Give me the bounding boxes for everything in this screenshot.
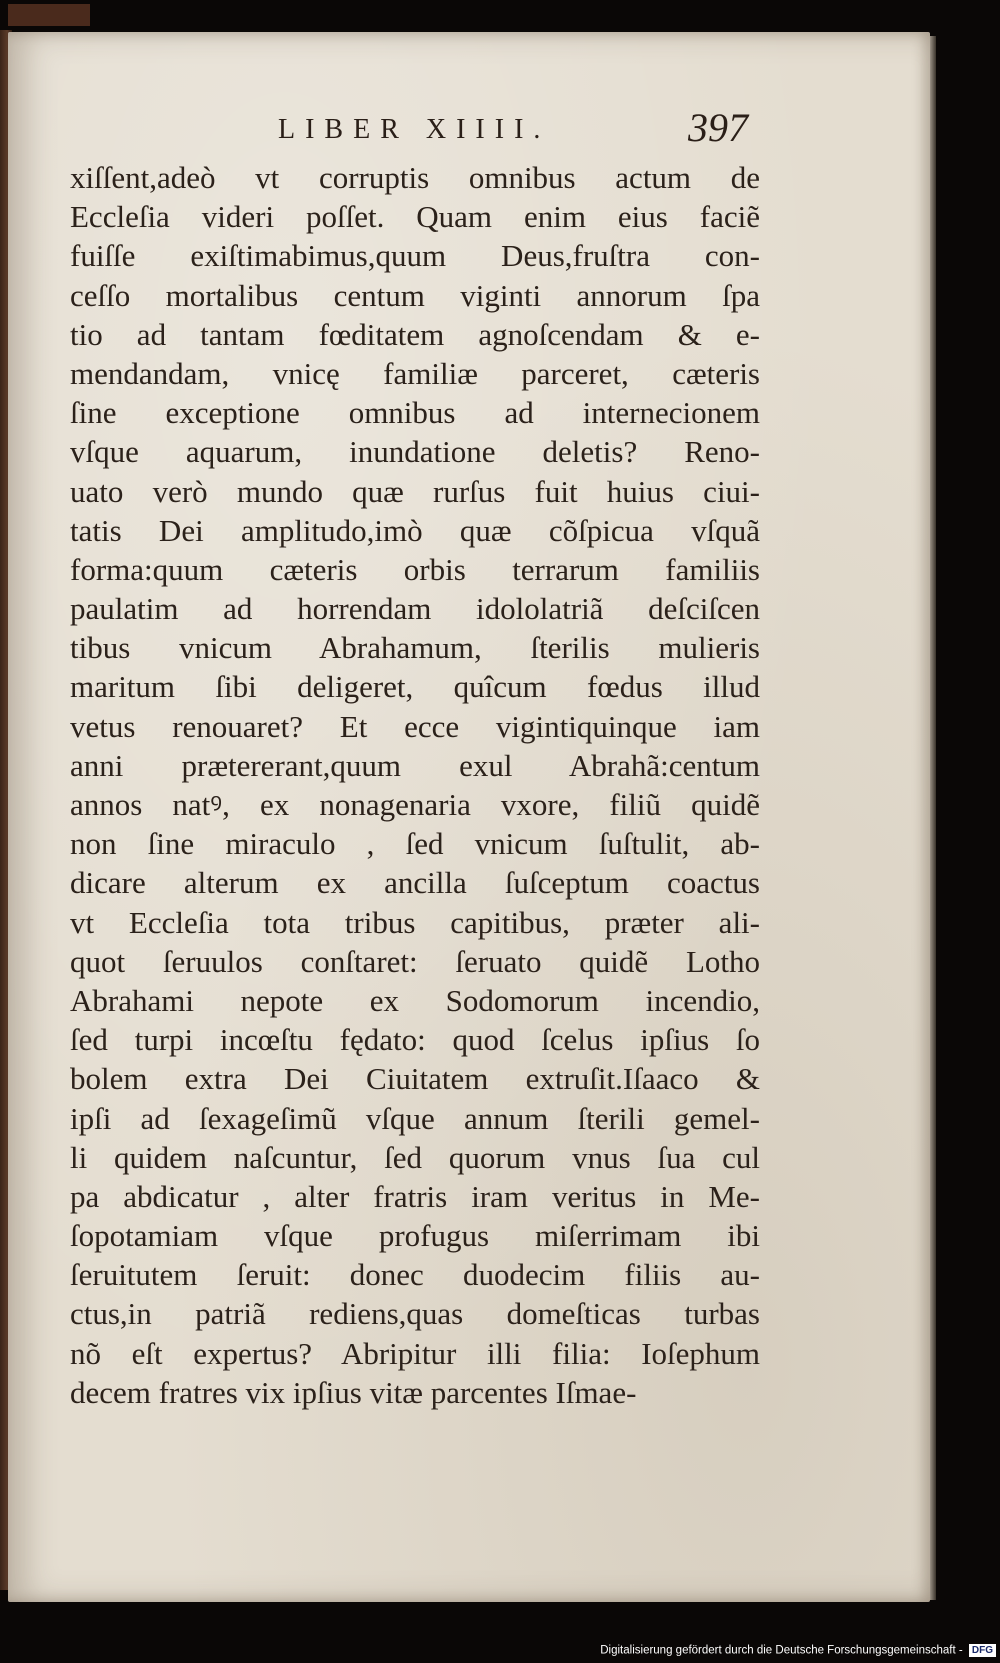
text-line: li quidem naſcuntur, ſed quorum vnus ſua cul xyxy=(70,1139,760,1175)
text-line: non ſine miraculo , ſed vnicum ſuſtulit, ab- xyxy=(70,826,760,862)
text-line: forma:quum cæteris orbis terrarum familiis xyxy=(70,551,760,587)
text-line: uato verò mundo quæ rurſus fuit huius ciui- xyxy=(70,473,760,509)
text-line: paulatim ad horrendam idololatriã deſciſcen xyxy=(70,591,760,627)
text-line: xiſſent,adeò vt corruptis omnibus actum de xyxy=(70,160,760,195)
text-line: Abrahami nepote ex Sodomorum incendio, xyxy=(70,982,760,1018)
page-number: 397 xyxy=(688,105,748,150)
dfg-logo-icon: DFG xyxy=(969,1644,996,1657)
digitization-credit xyxy=(600,1644,996,1657)
text-line: ctus,in patriã rediens,quas domeſticas turbas xyxy=(70,1296,760,1332)
text-line: ſed turpi incœſtu fędato: quod ſcelus ipſius ſo xyxy=(70,1022,760,1058)
text-line: fuiſſe exiſtimabimus,quum Deus,fruſtra con- xyxy=(70,238,760,274)
page-header xyxy=(98,104,748,164)
text-line: mendandam, vnicę familiæ parceret, cæteris xyxy=(70,355,760,391)
text-line: quot ſeruulos conſtaret: ſeruato quidẽ Lotho xyxy=(70,943,760,979)
text-line: anni prætererant,quum exul Abrahã:centum xyxy=(70,747,760,783)
text-line: ſine exceptione omnibus ad internecionem xyxy=(70,395,760,431)
text-line: tibus vnicum Abrahamum, ſterilis mulieris xyxy=(70,630,760,666)
text-line: annos natꝰ, ex nonagenaria vxore, filiũ quidẽ xyxy=(70,787,760,822)
text-line: vt Eccleſia tota tribus capitibus, præter ali- xyxy=(70,904,760,940)
text-line: tio ad tantam fœditatem agnoſcendam & e- xyxy=(70,316,760,352)
binding-tab xyxy=(8,4,90,26)
text-line: bolem extra Dei Ciuitatem extruſit.Iſaaco & xyxy=(70,1061,760,1097)
text-line: maritum ſibi deligeret, quîcum fœdus illud xyxy=(70,669,760,705)
text-line: nõ eſt expertus? Abripitur illi filia: Ioſephum xyxy=(70,1335,760,1371)
credit-text: Digitalisierung gefördert durch die Deutsche Forschungsgemeinschaft - xyxy=(600,1644,963,1657)
text-line: Eccleſia videri poſſet. Quam enim eius faciẽ xyxy=(70,199,760,235)
text-line: ceſſo mortalibus centum viginti annorum ſpa xyxy=(70,277,760,313)
text-line: vetus renouaret? Et ecce vigintiquinque iam xyxy=(70,708,760,744)
running-head: LIBER XIIII. xyxy=(278,114,551,145)
page-edge xyxy=(930,36,936,1600)
text-line: dicare alterum ex ancilla ſuſceptum coactus xyxy=(70,865,760,901)
text-line: ipſi ad ſexageſimũ vſque annum ſterili gemel- xyxy=(70,1100,760,1136)
body-text xyxy=(70,158,760,1412)
text-line: ſopotamiam vſque profugus miſerrimam ibi xyxy=(70,1218,760,1254)
text-line: pa abdicatur , alter fratris iram veritus in Me- xyxy=(70,1178,760,1214)
text-line: decem fratres vix ipſius vitæ parcentes Iſmae- xyxy=(70,1374,637,1410)
text-line: vſque aquarum, inundatione deletis? Reno- xyxy=(70,434,760,470)
book-page xyxy=(8,32,930,1602)
text-line: tatis Dei amplitudo,imò quæ cõſpicua vſquã xyxy=(70,512,760,548)
text-line: ſeruitutem ſeruit: donec duodecim filiis au- xyxy=(70,1257,760,1293)
